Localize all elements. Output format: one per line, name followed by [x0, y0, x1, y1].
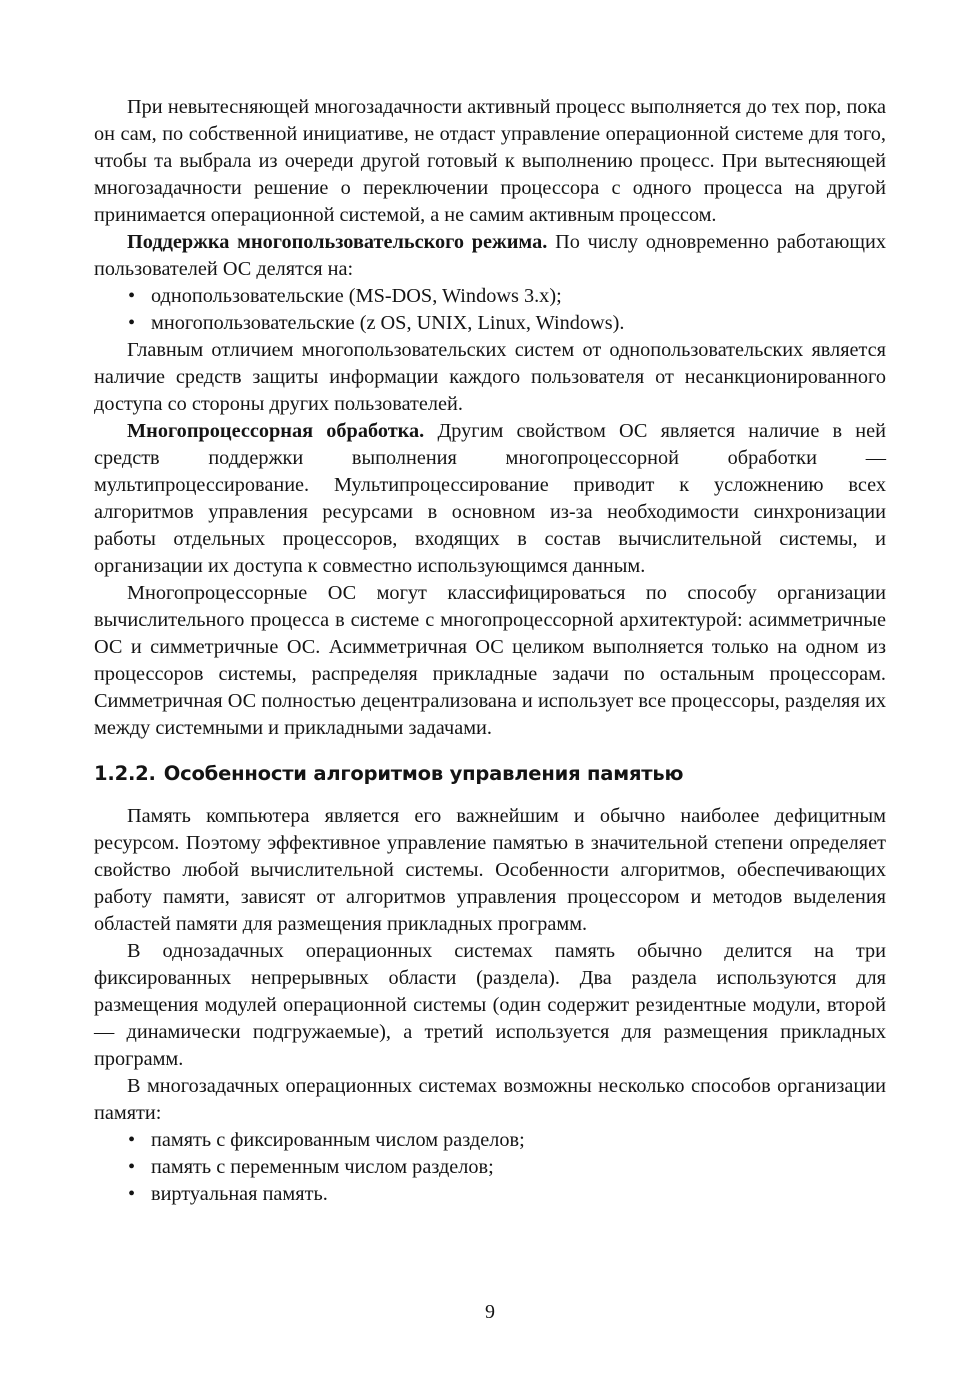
bullet-icon: •: [128, 1129, 136, 1151]
paragraph-single-task-memory: В однозадачных операционных системах память обычно делится на три фиксированных непрерывных области (раздела). Два раздела используются для размещения модулей операционной системы (один содержит резидентные модули, второй — динамически подгружаемые), а третий используется для размещения прикладных программ.: [94, 940, 886, 1070]
paragraph-multiuser: [94, 229, 886, 283]
list-user-modes: [94, 283, 886, 337]
list-item: [127, 1181, 886, 1208]
bullet-icon: •: [128, 312, 136, 334]
bold-lead-multiprocessing: Многопроцессорная обработка.: [127, 420, 425, 442]
list-item-text: однопользовательские (MS-DOS, Windows 3.x);: [151, 285, 562, 307]
paragraph-multiuser-text: По числу одновременно работающих пользователей ОС делятся на:: [94, 231, 886, 280]
bullet-icon: •: [128, 285, 136, 307]
page-body: [94, 94, 886, 1208]
list-item: [127, 283, 886, 310]
paragraph-protection: Главным отличием многопользовательских систем от однопользовательских является наличие средств защиты информации каждого пользователя от несанкционированного доступа со стороны других пользователей.: [94, 339, 886, 415]
section-number: 1.2.2.: [94, 762, 156, 785]
paragraph-multiprocessing: [94, 418, 886, 580]
paragraph-multiprocessing-text: Другим свойством ОС является наличие в ней средств поддержки выполнения многопроцессорной обработки — мультипроцессирование. Мультипроцессирование приводит к усложнению всех алгоритмов управления ресурсами в основном из-за необходимости синхронизации работы отдельных процессоров, входящих в состав вычислительной системы, и организации их доступа к совместно использующимся данным.: [94, 420, 886, 577]
bullet-icon: •: [128, 1183, 136, 1205]
list-item-text: многопользовательские (z OS, UNIX, Linux, Windows).: [151, 312, 625, 334]
paragraph-preemption: При невытесняющей многозадачности активный процесс выполняется до тех пор, пока он сам, по собственной инициативе, не отдаст управление операционной системе для того, чтобы та выбрала из очереди другой готовый к выполнению процесс. При вытесняющей многозадачности решение о переключении процессора с одного процесса на другой принимается операционной системой, а не самим активным процессом.: [94, 96, 886, 226]
section-heading: [94, 761, 886, 787]
paragraph-symmetric: Многопроцессорные ОС могут классифицироваться по способу организации вычислительного процесса в системе с многопроцессорной архитектурой: асимметричные ОС и симметричные ОС. Асимметричная ОС целиком выполняется только на одном из процессоров системы, распределяя прикладные задачи по остальным процессорам. Симметричная ОС полностью децентрализована и использует все процессоры, разделяя их между системными и прикладными задачами.: [94, 582, 886, 739]
page-number: 9: [485, 1301, 495, 1323]
list-item: [127, 1154, 886, 1181]
list-memory-modes: [94, 1127, 886, 1208]
bold-lead-multiuser: Поддержка многопользовательского режима.: [127, 231, 548, 253]
section-title: Особенности алгоритмов управления памятью: [163, 762, 684, 785]
list-item-text: виртуальная память.: [151, 1183, 328, 1205]
list-item-text: память с фиксированным числом разделов;: [151, 1129, 525, 1151]
list-item: [127, 310, 886, 337]
paragraph-multi-task-memory: В многозадачных операционных системах возможны несколько способов организации памяти:: [94, 1075, 886, 1124]
list-item-text: память с переменным числом разделов;: [151, 1156, 494, 1178]
list-item: [127, 1127, 886, 1154]
bullet-icon: •: [128, 1156, 136, 1178]
paragraph-memory: Память компьютера является его важнейшим и обычно наиболее дефицитным ресурсом. Поэтому эффективное управление памятью в значительной степени определяет свойство любой вычислительной системы. Особенности алгоритмов, обеспечивающих работу памяти, зависят от алгоритмов управления процессором и методов выделения областей памяти для размещения прикладных программ.: [94, 805, 886, 935]
